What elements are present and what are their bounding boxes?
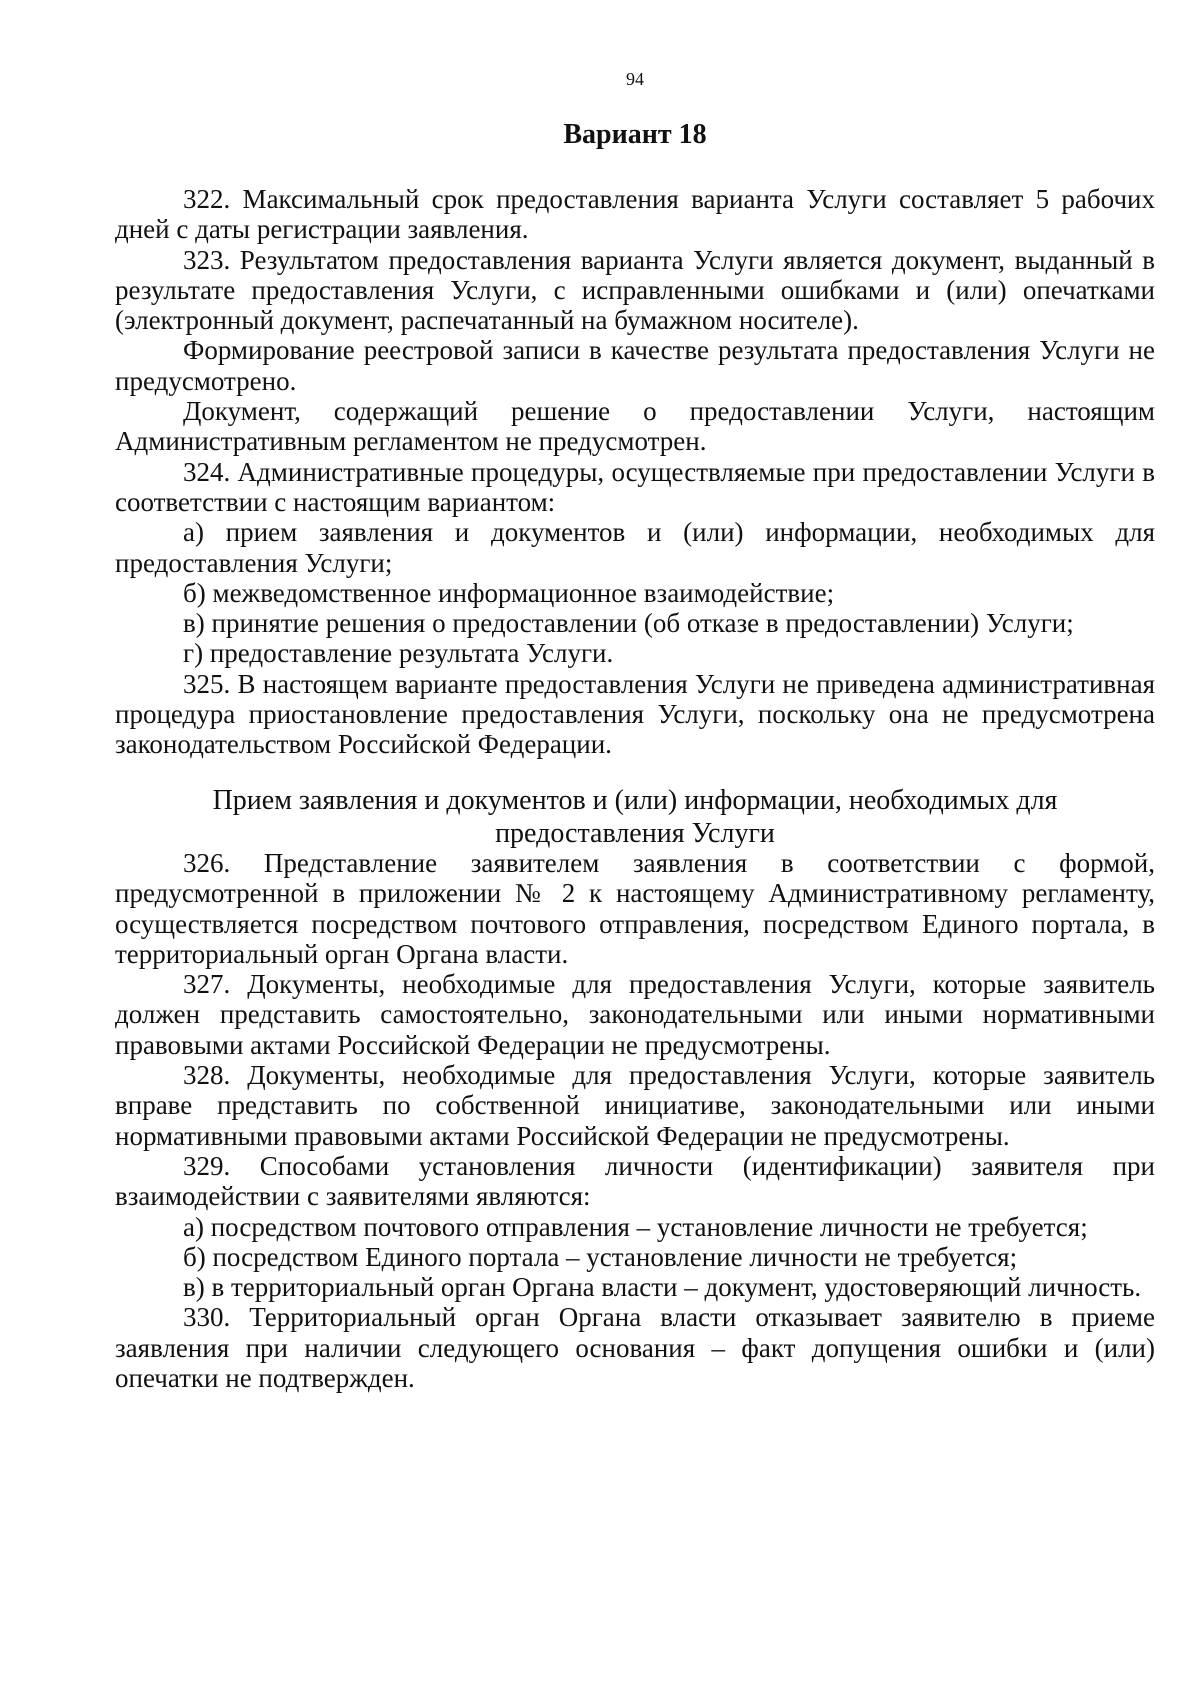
- paragraph-decision-document: Документ, содержащий решение о предоставлении Услуги, настоящим Административным регламентом не предусмотрен.: [115, 396, 1155, 457]
- paragraph-324: 324. Административные процедуры, осуществляемые при предоставлении Услуги в соответствии с настоящим вариантом:: [115, 456, 1155, 517]
- paragraph-327: 327. Документы, необходимые для предоставления Услуги, которые заявитель должен представить самостоятельно, законодательными или иными нормативными правовыми актами Российской Федерации не предусмотрены.: [115, 969, 1155, 1060]
- paragraph-323: 323. Результатом предоставления варианта Услуги является документ, выданный в результате предоставления Услуги, с исправленными ошибками и (или) опечатками (электронный документ, распечатанный на бумажном носителе).: [115, 244, 1155, 336]
- list-item-324-v: в) принятие решения о предоставлении (об отказе в предоставлении) Услуги;: [183, 608, 1074, 639]
- paragraph-329: 329. Способами установления личности (идентификации) заявителя при взаимодействии с заявителями являются:: [115, 1150, 1155, 1212]
- paragraph-325: 325. В настоящем варианте предоставления Услуги не приведена административная процедура приостановление предоставления Услуги, поскольку она не предусмотрена законодательством Российской Федерации.: [115, 668, 1155, 760]
- section-title-line-2: предоставления Услуги: [495, 818, 775, 849]
- paragraph-block-2: [115, 848, 1155, 1393]
- list-item-324-b: б) межведомственное информационное взаимодействие;: [183, 577, 835, 608]
- paragraph-block-1: [115, 184, 1155, 760]
- variant-title: Вариант 18: [563, 119, 707, 150]
- paragraph-registry-record: Формирование реестровой записи в качестве результата предоставления Услуги не предусмотрено.: [115, 335, 1155, 396]
- section-title: [115, 784, 1155, 850]
- paragraph-330: 330. Территориальный орган Органа власти отказывает заявителю в приеме заявления при наличии следующего основания – факт допущения ошибки и (или) опечатки не подтвержден.: [115, 1302, 1155, 1394]
- section-title-line-1: Прием заявления и документов и (или) информации, необходимых для: [212, 785, 1058, 816]
- page-number: 94: [626, 69, 644, 89]
- paragraph-328: 328. Документы, необходимые для предоставления Услуги, которые заявитель вправе представить по собственной инициативе, законодательными или иными нормативными правовыми актами Российской Федерации не предусмотрены.: [115, 1060, 1155, 1151]
- list-item-324-a: а) прием заявления и документов и (или) информации, необходимых для предоставления Услуги;: [115, 517, 1155, 578]
- list-item-329-a: а) посредством почтового отправления – установление личности не требуется;: [183, 1211, 1088, 1242]
- list-item-324-g: г) предоставление результата Услуги.: [183, 638, 614, 669]
- list-item-329-b: б) посредством Единого портала – установление личности не требуется;: [183, 1241, 1018, 1272]
- paragraph-326: 326. Представление заявителем заявления в соответствии с формой, предусмотренной в приложении № 2 к настоящему Административному регламенту, осуществляется посредством почтового отправления, посредством Единого портала, в территориальный орган Органа власти.: [115, 848, 1155, 969]
- paragraph-322: 322. Максимальный срок предоставления варианта Услуги составляет 5 рабочих дней с даты регистрации заявления.: [115, 184, 1155, 245]
- list-item-329-v: в) в территориальный орган Органа власти – документ, удостоверяющий личность.: [183, 1272, 1142, 1303]
